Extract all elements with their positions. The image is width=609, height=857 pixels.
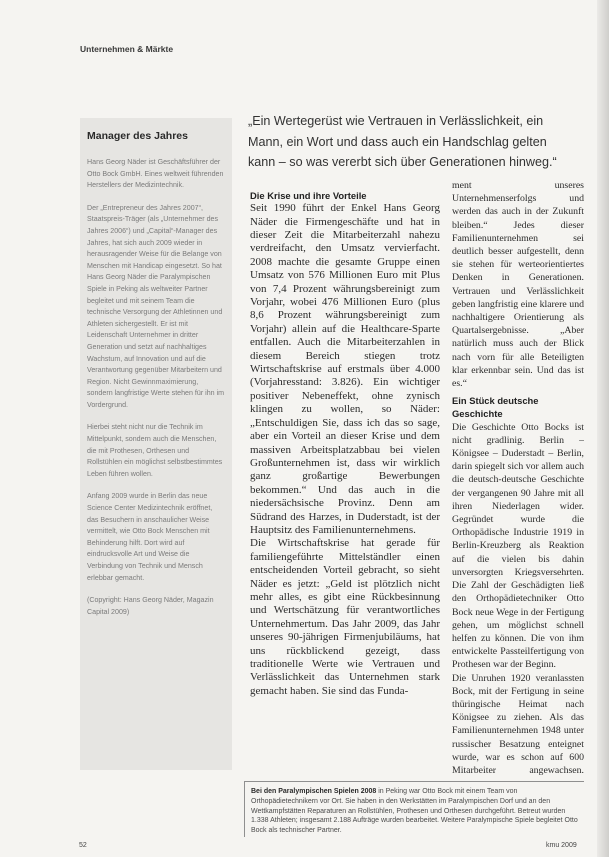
section-header: Unternehmen & Märkte — [80, 44, 174, 54]
sidebar-paragraph: Anfang 2009 wurde in Berlin das neue Science Center Medizintechnik eröffnet, das Besuchern in anschaulicher Weise vermittelt, wie Otto Bock Menschen mit Behinderung hilft. Dort wird auf eindrucksvolle Art und Weise die Verbindung von Technik und Mensch erlebbar gemacht. — [87, 492, 213, 582]
body-paragraph: Seit 1990 führt der Enkel Hans Georg Näder die Firmengeschäfte und hat in dieser Zeit die Mitarbeiterzahl nahezu verdreifacht, den Umsatz vervierfacht. 2008 machte die gesamte Gruppe einen Umsatz von 576 Millionen Euro mit Plus von 7,4 Prozent währungsbereinigt zum Vorjahr, wobei 476 Millionen Euro (plus 8,6 Prozent währungsbereinigt zum Vorjahr) allein auf die Healthcare-Sparte entfallen. Auch die Mitarbeiterzahlen in diesem Bereich stiegen trotz Wirtschaftskrise auf erstmals über 4.000 (Vorjahresstand: 3.826). Ein wichtiger positiver Nebeneffekt, ohne zynisch klingen zu wollen, so Näder: „Entschuldigen Sie, dass ich das so sage, aber ein Vorteil an dieser Krise und dem massiven Arbeitsplatzabbau bei vielen Großunternehmen ist, dass wir wirklich ganz großartige Bewerbungen bekommen.“ Und das auch in die niedersächsische Provinz. Denn am Südrand des Harzes, in Duderstadt, ist der Hauptsitz des Familienunternehmens. — [250, 202, 440, 536]
column-heading: Die Krise und ihre Vorteile — [250, 190, 367, 201]
body-paragraph: Die Wirtschaftskrise hat gerade für familiengeführte Mittelständler einen entscheidenden Vorteil gebracht, so sieht Näder es jetzt: „Geld ist plötzlich nicht mehr alles, es gibt eine Rückbesinnung und Wertschätzung für verantwortliches Unternehmertum. Das Jahr 2009, das Jahr unseres 90-jährigen Firmenjubiläums, hat uns rückblickend gezeigt, dass traditionelle Werte wie Vertrauen und Verlässlichkeit das Unternehmen stark gemacht haben. Sie sind das Funda- — [250, 537, 440, 697]
sidebar-box — [80, 118, 232, 770]
publication-name: kmu 2009 — [546, 842, 577, 849]
pull-quote — [248, 111, 593, 173]
column-heading: Ein Stück deutsche Geschichte — [452, 395, 539, 420]
page-edge-shadow — [597, 0, 609, 857]
pull-quote-line: „Ein Wertegerüst wie Vertrauen in Verlässlichkeit, ein — [248, 114, 544, 128]
article-column-1 — [250, 189, 440, 783]
body-paragraph: ment unseres Unternehmenserfolgs und werden das auch in der Zukunft bleiben.“ Jedes dieser Familienunternehmen sei deutlich besser aufgestellt, denn sie stehen für werteorientiertes Denken in Generationen. Vertrauen und Verlässlichkeit geben langfristig eine klarere und nachhaltigere Orientierung als Quartalsergebnisse. „Aber natürlich muss auch der Blick nach vorn für alle Beteiligten klar erkennbar sein. Und das ist es.“ — [452, 180, 584, 390]
info-box-lead: Bei den Paralympischen Spielen 2008 — [251, 788, 377, 795]
sidebar-credit: (Copyright: Hans Georg Näder, Magazin Capital 2009) — [87, 596, 214, 616]
sidebar-title: Manager des Jahres — [87, 130, 188, 142]
sidebar-paragraph: Der „Entrepreneur des Jahres 2007“, Staatspreis-Träger (als „Unternehmer des Jahres 2006“) und „Capital“-Manager des Jahres, hat sich auch 2009 wieder in herausragender Weise für die Belange von Menschen mit Handicap eingesetzt. So hat Hans Georg Näder die Paralympischen Spiele in Peking als weltweiter Partner begleitet und mit seinem Team die technische Versorgung der Athletinnen und Athleten sichergestellt. Er ist mit Leidenschaft Unternehmer in dritter Generation und setzt auf nachhaltiges Wachstum, auf Innovation und auf die Verantwortung gegenüber Mitarbeitern und Region. Nicht Gewinnmaximierung, sondern langfristige Werte stehen für ihn im Vordergrund. — [87, 203, 225, 409]
sidebar-paragraph: Hans Georg Näder ist Geschäftsführer der Otto Bock GmbH. Eines weltweit führenden Herstellers der Medizintechnik. — [87, 158, 224, 190]
sidebar-paragraph: Hierbei steht nicht nur die Technik im Mittelpunkt, sondern auch die Menschen, die mit Prothesen, Orthesen und Rollstühlen ein möglichst selbstbestimmtes Leben führen wollen. — [87, 423, 223, 478]
info-box — [244, 781, 584, 837]
page-number: 52 — [79, 842, 87, 849]
body-paragraph: Die Geschichte Otto Bocks ist nicht gradlinig. Berlin – Königsee – Duderstadt – Berlin, darin spiegelt sich vor allem auch die deutsch-deutsche Geschichte der vergangenen 90 Jahre mit all ihren Niederlagen wider. Gegründet wurde die Orthopädische Industrie 1919 in Berlin-Kreuzberg als Reaktion auf die vielen bis dahin unversorgten Kriegsversehrten. Die Zahl der Geschädigten ließ den Orthopädietechniker Otto Bock neue Wege in der Fertigung gehen, um möglichst schnell helfen zu können. Die von ihm entwickelte Passteilfertigung von Prothesen war der Beginn. — [452, 421, 584, 671]
article-column-2 — [452, 179, 584, 779]
info-box-text: in Peking war Otto Bock mit einem Team von Orthopädietechnikern vor Ort. Sie haben in den Werkstätten im Paralympischen Dorf und an den Wettkampfstätten Reparaturen an Rollstühlen, Prothesen und Orthesen durchgeführt. Betreut wurden 1.338 Athleten; insgesamt 2.188 Aufträge wurden bearbeitet. Weitere Paralympische Spiele begleitet Otto Bock als technischer Partner. — [251, 788, 578, 835]
pull-quote-line: kann – so was vererbt sich über Generationen hinweg.“ — [248, 155, 557, 170]
body-paragraph: Die Unruhen 1920 veranlassten Bock, mit der Fertigung in seine thüringische Heimat nach Königsee zu ziehen. Als das Familienunternehmen 1948 unter russischer Besatzung enteignet wurde, war es schon auf 600 Mitarbeiter angewachsen. — [452, 672, 584, 776]
pull-quote-line: Mann, ein Wort und dass auch ein Handschlag gelten — [248, 134, 547, 149]
